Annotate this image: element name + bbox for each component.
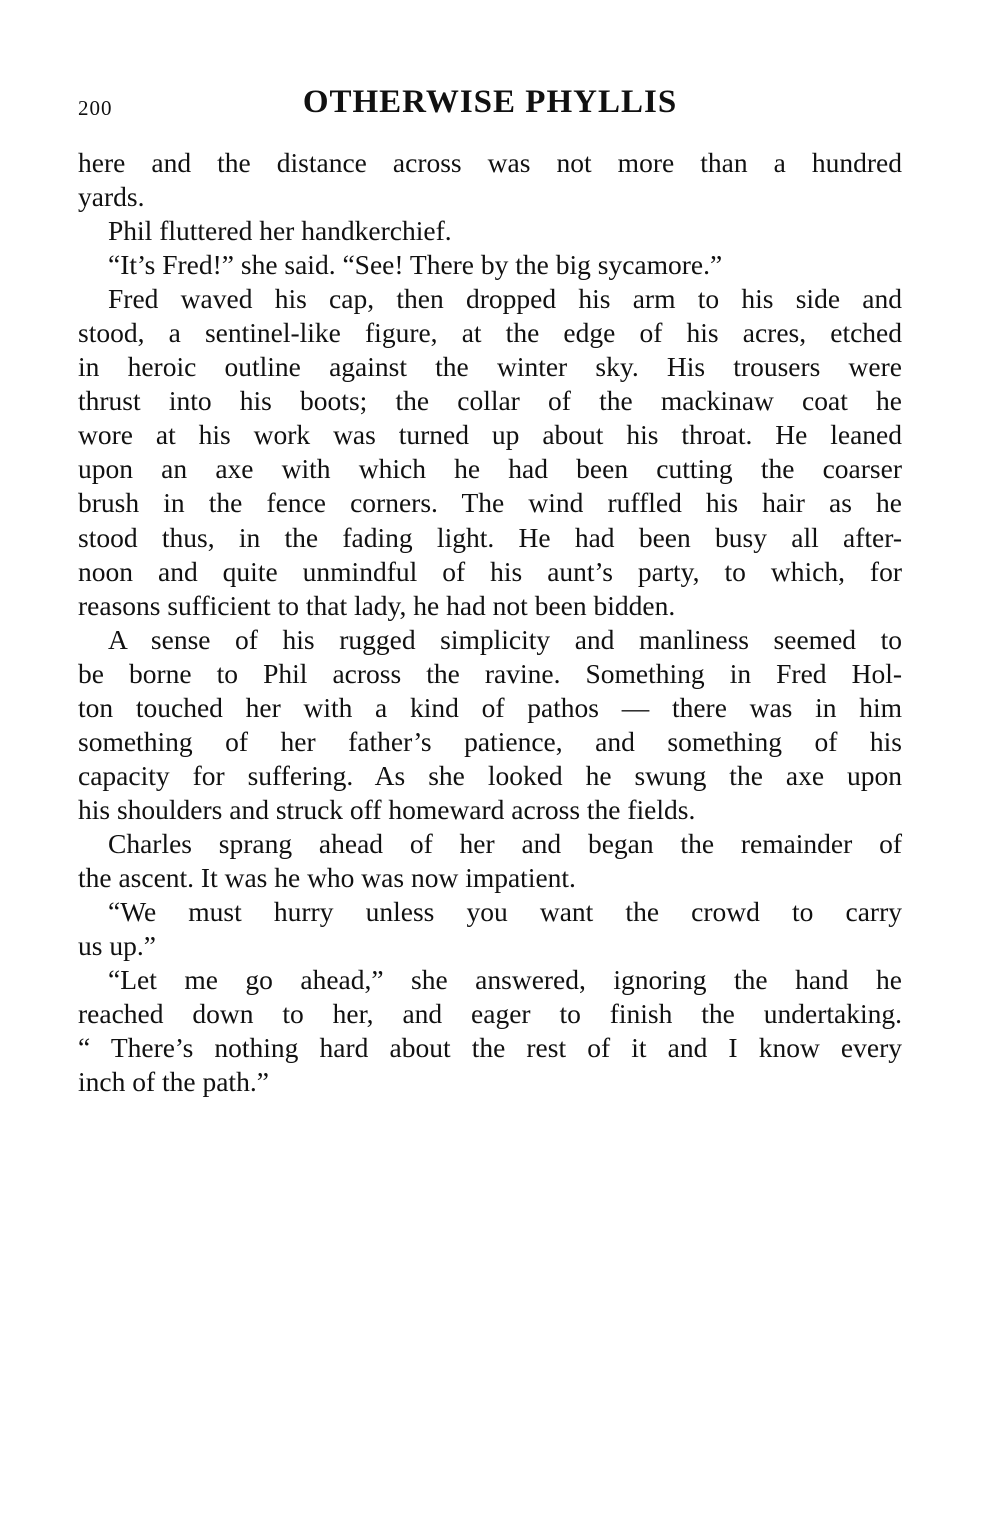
running-title: OTHERWISE PHYLLIS (302, 84, 678, 120)
text-line: “We must hurry unless you want the crowd to carry (108, 896, 902, 928)
text-line: something of her father’s patience, and something of his (78, 725, 902, 757)
text-line: reasons sufficient to that lady, he had not been bidden. (78, 589, 676, 621)
text-line: reached down to her, and eager to finish the undertaking. (78, 998, 902, 1030)
text-line: be borne to Phil across the ravine. Something in Fred Hol- (78, 657, 902, 689)
text-line: A sense of his rugged simplicity and manliness seemed to (108, 623, 902, 655)
text-line: in heroic outline against the winter sky. His trousers were (78, 351, 902, 383)
text-line: “ There’s nothing hard about the rest of it and I know every (78, 1032, 902, 1064)
text-line: capacity for suffering. As she looked he swung the axe upon (78, 759, 902, 791)
text-line: us up.” (78, 930, 156, 962)
text-line: Phil fluttered her handkerchief. (108, 215, 452, 247)
text-line: stood thus, in the fading light. He had been busy all after- (78, 521, 902, 553)
text-line: inch of the path.” (78, 1066, 269, 1098)
text-line: upon an axe with which he had been cutting the coarser (78, 453, 902, 485)
body-text (78, 146, 902, 1099)
page-number: 200 (78, 96, 113, 120)
text-line: here and the distance across was not more than a hundred (78, 147, 902, 178)
running-head (78, 84, 902, 124)
text-line: wore at his work was turned up about his throat. He leaned (78, 419, 902, 451)
text-line: thrust into his boots; the collar of the mackinaw coat he (78, 385, 902, 417)
text-line: stood, a sentinel-like figure, at the edge of his acres, etched (78, 317, 902, 349)
text-line: his shoulders and struck off homeward across the fields. (78, 793, 696, 825)
text-line: “It’s Fred!” she said. “See! There by the big sycamore.” (108, 249, 723, 281)
text-line: “Let me go ahead,” she answered, ignoring the hand he (108, 964, 902, 996)
text-line: the ascent. It was he who was now impatient. (78, 861, 576, 893)
text-line: noon and quite unmindful of his aunt’s party, to which, for (78, 555, 902, 587)
text-line: ton touched her with a kind of pathos — there was in him (78, 691, 902, 723)
text-line: Charles sprang ahead of her and began the remainder of (108, 827, 902, 859)
text-line: brush in the fence corners. The wind ruffled his hair as he (78, 487, 902, 519)
text-line: Fred waved his cap, then dropped his arm to his side and (108, 283, 902, 315)
text-line: yards. (78, 181, 145, 213)
